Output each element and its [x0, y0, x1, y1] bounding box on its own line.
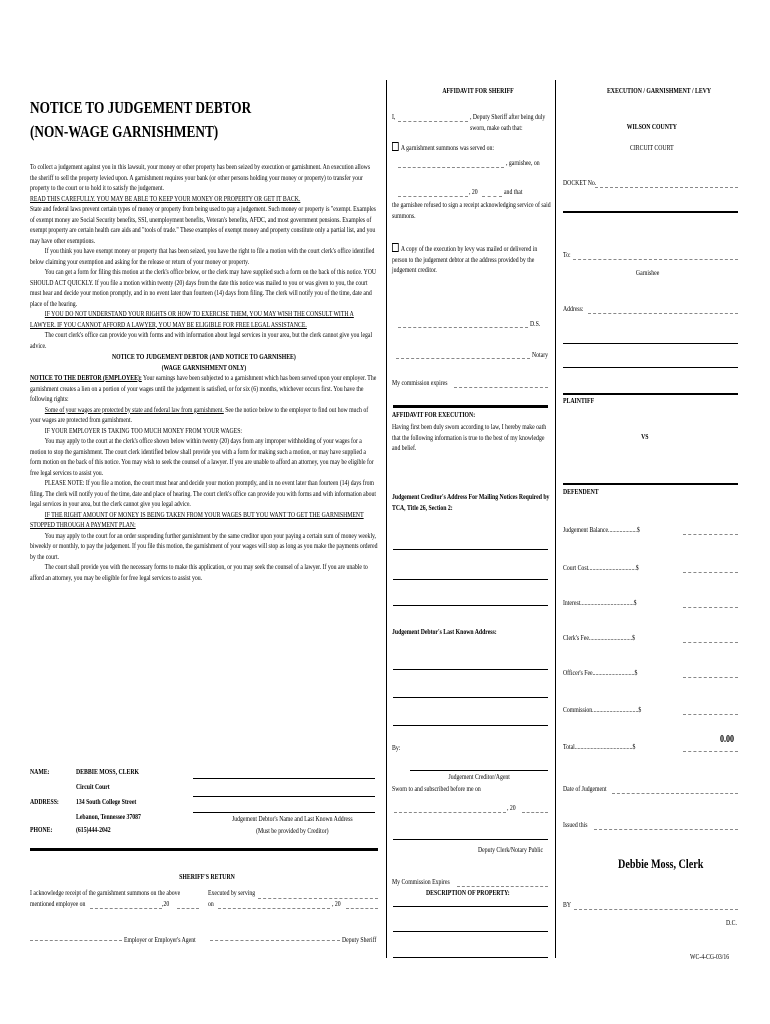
return-year-label: ,20 — [162, 899, 170, 908]
creditor-address-line-2[interactable] — [393, 579, 548, 580]
name-label: NAME: — [30, 767, 50, 776]
wage-para-7: You may apply to the court for an order suspending further garnishment by the same creditor upon your paying a certain sum of money weekly, biweekly or monthly, to pay the judgement. If you file this motion, the garnishment of your wages will stop as long as you make the payments ordered by the court. — [30, 530, 378, 561]
sworn-date-field[interactable] — [394, 812, 506, 813]
fee-row — [563, 633, 635, 644]
creditor-address-line-1[interactable] — [393, 549, 548, 550]
fee-row — [563, 668, 637, 679]
notice-body — [30, 162, 378, 583]
section-divider — [30, 848, 378, 851]
creditor-agent-sig-line[interactable] — [410, 770, 548, 771]
fee-amount-field[interactable] — [683, 534, 738, 535]
option-mailed[interactable]: A copy of the execution by levy was mailed or delivered in person to the judgement debtor at the address provided by the judgement creditor. — [392, 244, 538, 274]
fee-row — [563, 598, 637, 609]
commission-label: My commission expires — [392, 378, 448, 387]
fee-amount-field[interactable] — [683, 677, 738, 678]
fee-row — [563, 705, 641, 716]
checkbox-mailed[interactable] — [392, 243, 399, 252]
served-year-label: , 20 — [469, 187, 478, 196]
total-value: 0.00 — [720, 734, 734, 745]
served-year-field[interactable] — [482, 196, 502, 197]
fee-currency: $ — [635, 563, 639, 572]
address-line-2[interactable] — [563, 343, 738, 344]
property-line-3[interactable] — [393, 957, 548, 958]
date-of-judgement-label: Date of Judgement — [563, 784, 607, 793]
para-5: IF YOU DO NOT UNDERSTAND YOUR RIGHTS OR HOW TO EXERCISE THEM, YOU MAY WISH THE CONSULT WITH A LAWYER. IF YOU CANNOT AFFORD A LAWYER, YOU MAY BE ELIGIBLE FOR FREE LEGAL ASSISTANCE. — [30, 309, 354, 329]
fee-leader: ............................. — [592, 668, 635, 677]
executed-year-label: , 20 — [332, 899, 341, 908]
fee-label: Judgement Balance — [563, 525, 609, 534]
defendant-label: DEFENDENT — [563, 487, 599, 496]
form-number: WC-4-CG-03/16 — [690, 952, 730, 961]
notary-public-sig-line[interactable] — [393, 839, 548, 840]
fee-leader: ..................................... — [580, 598, 634, 607]
dc-label: D.C. — [726, 918, 737, 927]
clerk-name: DEBBIE MOSS, CLERK — [76, 767, 140, 776]
fee-currency: $ — [632, 633, 636, 642]
plaintiff-label: PLAINTIFF — [563, 396, 595, 405]
wage-subtitle: (WAGE GARNISHMENT ONLY) — [161, 362, 247, 372]
notice-subtitle: (NON-WAGE GARNISHMENT) — [30, 122, 219, 141]
fee-leader: ................................. — [588, 563, 636, 572]
wage-para-2: Some of your wages are protected by state and federal law from garnishment. See the notice below to the employer to find out how much of your wages are protected from garnishment. — [30, 404, 369, 424]
notice-title: NOTICE TO JUDGEMENT DEBTOR — [30, 98, 252, 117]
fee-row — [563, 525, 640, 536]
fee-currency: $ — [636, 525, 640, 534]
clerk-address-1: 134 South College Street — [76, 797, 137, 806]
ds-label: D.S. — [530, 319, 541, 328]
refused-text: the garnishee refused to sign a receipt acknowledging service of said summons. — [392, 200, 551, 220]
executed-year-field[interactable] — [346, 908, 378, 909]
fee-amount-field[interactable] — [683, 642, 738, 643]
executed-by-label: Executed by serving — [208, 888, 256, 897]
garnishee-address-field[interactable] — [588, 313, 738, 314]
vs-label: VS — [641, 432, 649, 441]
fee-row — [563, 563, 639, 574]
fee-label: Total — [563, 742, 575, 751]
ds-signature-field[interactable] — [398, 327, 528, 328]
debtor-address-label: Judgement Debtor's Last Known Address: — [392, 627, 497, 636]
garnishee-label: Garnishee — [635, 268, 660, 277]
para-6: The court clerk's office can provide you with forms and with information about legal services in your area, but the clerk cannot give you legal advice. — [30, 330, 373, 350]
clerk-court: Circuit Court — [76, 782, 110, 791]
return-text: I acknowledge receipt of the garnishment summons on the above mentioned employee on — [30, 888, 181, 908]
clerk-phone: (615)444-2042 — [76, 825, 111, 834]
deputy-name-field[interactable] — [398, 121, 468, 122]
creditor-address-label: Judgement Creditor's Address For Mailing Notices Required by TCA, Title 26, Section 2: — [392, 492, 550, 512]
executed-on-field[interactable] — [218, 908, 330, 909]
address-label: ADDRESS: — [30, 797, 59, 806]
debtor-address-line-1[interactable] — [393, 669, 548, 670]
plaintiff-line[interactable] — [563, 393, 738, 395]
wage-para-8: The court shall provide you with the necessary forms to make this application, or you may seek the counsel of a lawyer. If you are unable to afford an attorney, you may be eligible for free legal services to assist you. — [30, 562, 368, 582]
address-label-right: Address: — [563, 304, 584, 313]
affidavit-sheriff-title: AFFIDAVIT FOR SHERIFF — [442, 86, 514, 95]
defendant-line[interactable] — [563, 483, 738, 485]
garnishee-on-label: , garnishee, on — [506, 158, 540, 167]
fee-label: Officer's Fee — [563, 668, 593, 677]
wage-para-3: IF YOUR EMPLOYER IS TAKING TOO MUCH MONEY FROM YOUR WAGES: — [44, 425, 243, 435]
column-divider-1 — [386, 80, 387, 958]
sworn-label: Sworn to and subscribed before me on — [392, 784, 481, 793]
commission-expires-field[interactable] — [457, 886, 548, 887]
debtor-sig-note: (Must be provided by Creditor) — [256, 826, 329, 835]
notary-signature-field[interactable] — [396, 358, 530, 359]
fee-currency: $ — [633, 598, 637, 607]
para-3: If you think you have exempt money or property that has been seized, you have the right to file a motion with the court clerk's office identified below claiming your exemption and asking for the release or return of your money or property. — [30, 246, 375, 266]
to-label: To: — [563, 250, 571, 259]
by-signature-field[interactable] — [574, 909, 738, 910]
debtor-address-line-2[interactable] — [393, 697, 548, 698]
fee-row — [563, 742, 635, 753]
property-line-1[interactable] — [393, 906, 548, 907]
wage-title: NOTICE TO JUDGEMENT DEBTOR (AND NOTICE TO GARNISHEE) — [111, 352, 296, 361]
served-date-field[interactable] — [398, 196, 468, 197]
fee-label: Commission — [563, 705, 593, 714]
wage-para-4: You may apply to the court at the clerk's office shown below within twenty (20) days from any improper withholding of your wages for a motion to stop the garnishment. The court clerk identified below shall provide you with a form for making such a motion, or may have supplied a form motion on the back of this notice. You may wish to seek the counsel of a lawyer. If you are unable to afford an attorney, you may be eligible for free legal services to assist you. — [30, 436, 374, 477]
wage-para-5: PLEASE NOTE: If you file a motion, the court must hear and decide your motion promptly, and in no event later than fourteen (14) days from filing. The clerk will notify you of the time, date and place of hearing. The court clerk's office can provide you with forms and with information about legal services in your area, but the clerk cannot give you legal advice. — [30, 478, 377, 508]
debtor-line-1[interactable] — [193, 778, 375, 779]
commission-date-field[interactable] — [454, 387, 548, 388]
debtor-address-line-3[interactable] — [393, 725, 548, 726]
fee-leader: .................... — [608, 525, 637, 534]
affidavit-execution-text: Having first been duly sworn according to law, I hereby make oath that the following information is true to the best of my knowledge and belief. — [392, 422, 547, 452]
fee-leader: ........................................ — [574, 742, 633, 751]
commission-expires-label: My Commission Expires — [392, 877, 450, 886]
execution-heading: EXECUTION / GARNISHMENT / LEVY — [606, 86, 712, 95]
employer-sig-field[interactable] — [30, 940, 122, 941]
column-divider-2 — [555, 80, 556, 958]
deputy-sig-field[interactable] — [210, 940, 340, 941]
para-1: To collect a judgement against you in this lawsuit, your money or other property has been seized by execution or garnishment. An execution allows the sheriff to sell the property levied upon. A garnishment requires your bank (or other persons holding your money or property) to transfer your property to the court or to hold it to satisfy the judgement. — [30, 162, 371, 192]
return-year-field[interactable] — [177, 908, 199, 909]
fee-currency: $ — [632, 742, 636, 751]
creditor-agent-label: Judgement Creditor/Agent — [448, 772, 510, 781]
description-property-label: DESCRIPTION OF PROPERTY: — [426, 888, 510, 897]
para-2: State and federal laws prevent certain types of money or property from being used to pay a judgement. Such money or property is "exempt. Examples of exempt money are Social Security benefits, SSI, unemployment benefits, Veteran's benefits, AFDC, and most government pensions. Examples of exempt property are certain health care aids and "tools of trade." These examples of exempt money and property constitute only a partial list, and you may have other exemptions. — [30, 204, 376, 245]
by-label-right: BY — [563, 900, 572, 909]
wage-para-1: NOTICE TO THE DEBTOR (EMPLOYEE): Your earnings have been subjected to a garnishment which has been served upon your employer. The garnishment creates a lien on a portion of your wages until the judgement is satisfied, or for six (6) months, whichever occurs first. You have the following rights: — [30, 373, 377, 403]
fee-amount-field[interactable] — [683, 572, 738, 573]
deputy-oath-text: , Deputy Sheriff after being duly sworn, make oath that: — [470, 112, 546, 132]
debtor-line-3[interactable] — [193, 812, 375, 813]
middle-divider — [393, 405, 548, 408]
issued-label: Issued this — [563, 820, 588, 829]
fee-currency: $ — [634, 668, 638, 677]
issued-date-field[interactable] — [594, 829, 738, 830]
fee-leader: .............................. — [588, 633, 633, 642]
by-label: By: — [392, 743, 401, 752]
executed-on-label: on — [208, 899, 214, 908]
and-that-label: and that — [504, 187, 523, 196]
sworn-year-label: , 20 — [507, 803, 516, 812]
notary-label: Notary — [532, 350, 549, 359]
checkbox-served[interactable] — [392, 142, 399, 151]
wage-para-6: IF THE RIGHT AMOUNT OF MONEY IS BEING TAKEN FROM YOUR WAGES BUT YOU WANT TO GET THE GARNISHMENT STOPPED THROUGH A PAYMENT PLAN: — [30, 509, 364, 529]
sheriffs-return-title: SHERIFF'S RETURN — [179, 872, 235, 881]
affidavit-execution-title: AFFIDAVIT FOR EXECUTION: — [392, 410, 476, 419]
debtor-sig-label: Judgement Debtor's Name and Last Known Address — [232, 814, 353, 823]
fee-label: Court Cost — [563, 563, 589, 572]
docket-label: DOCKET No. — [563, 178, 597, 187]
address-line-3[interactable] — [563, 367, 738, 368]
fee-currency: $ — [638, 705, 642, 714]
fee-amount-field[interactable] — [683, 607, 738, 608]
fee-amount-field[interactable] — [683, 714, 738, 715]
fee-amount-field[interactable] — [683, 751, 738, 752]
employer-label: Employer or Employer's Agent — [124, 935, 196, 944]
docket-number-field[interactable] — [595, 187, 738, 188]
garnishee-to-field[interactable] — [573, 259, 738, 260]
fee-label: Clerk's Fee — [563, 633, 589, 642]
county-label: WILSON COUNTY — [626, 122, 677, 131]
phone-label: PHONE: — [30, 825, 53, 834]
sworn-year-field[interactable] — [522, 812, 548, 813]
fee-label: Interest — [563, 598, 581, 607]
fee-leader: ................................ — [592, 705, 639, 714]
creditor-address-line-3[interactable] — [393, 605, 548, 606]
date-of-judgement-field[interactable] — [612, 793, 738, 794]
debtor-line-2[interactable] — [193, 796, 375, 797]
clerk-address-2: Lebanon, Tennessee 37087 — [76, 812, 141, 821]
return-date-field[interactable] — [90, 908, 162, 909]
property-line-2[interactable] — [393, 931, 548, 932]
court-label: CIRCUIT COURT — [629, 143, 674, 152]
affidavit-i: I, — [392, 112, 396, 121]
deputy-notary-label: Deputy Clerk/Notary Public — [478, 845, 544, 854]
option-served[interactable]: A garnishment summons was served on: — [392, 142, 494, 154]
para-4: You can get a form for filing this motion at the clerk's office below, or the clerk may have supplied such a form on the back of this notice. YOU SHOULD ACT QUICKLY. If you file a motion within twenty (20) days from the date this notice was mailed to you or was given to you, the court must hear and decide your motion promptly, and in no event later than fourteen (14) days from filing. The clerk will notify you of the time, date and place of the hearing. — [30, 267, 377, 308]
para-1-warning: READ THIS CAREFULLY. YOU MAY BE ABLE TO KEEP YOUR MONEY OR PROPERTY OR GET IT BACK. — [30, 193, 301, 203]
garnishee-name-field[interactable] — [398, 167, 504, 168]
executed-by-field[interactable] — [258, 898, 378, 899]
clerk-signature-name: Debbie Moss, Clerk — [618, 856, 704, 871]
docket-divider — [563, 211, 738, 213]
deputy-sheriff-label: Deputy Sheriff — [342, 935, 377, 944]
